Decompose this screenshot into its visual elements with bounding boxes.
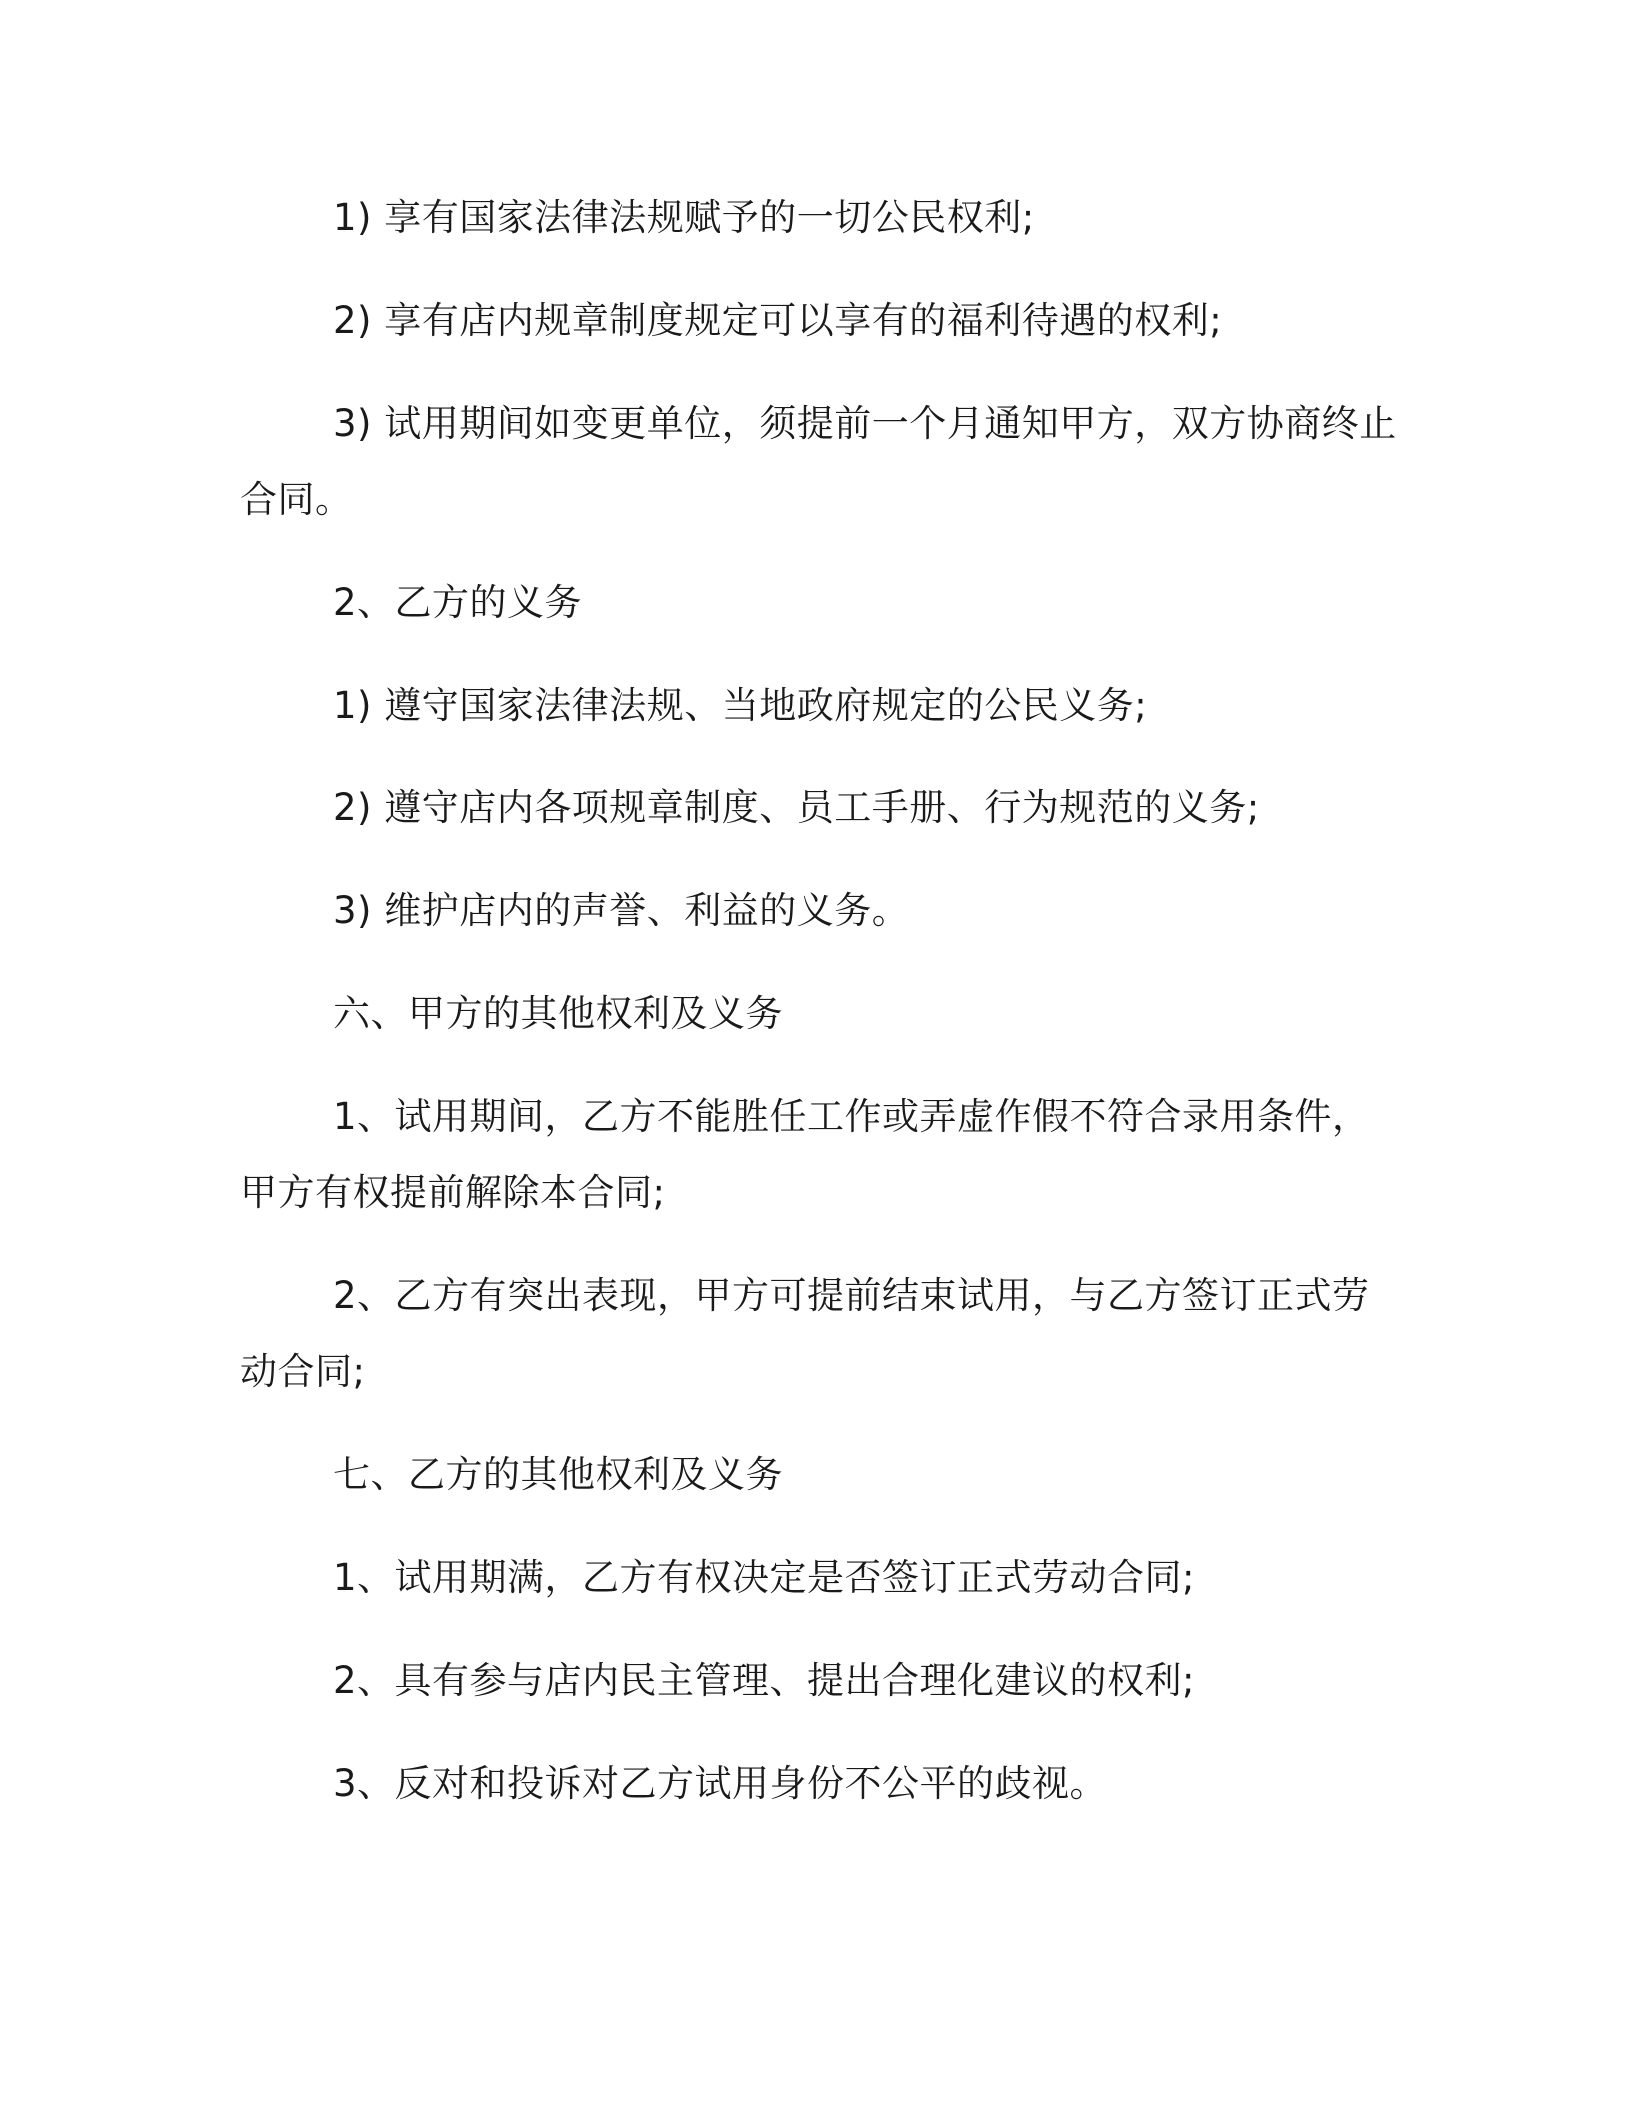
heading-party-a-other: 六、甲方的其他权利及义务 <box>333 992 783 1035</box>
paragraph-obey-rules: 2) 遵守店内各项规章制度、员工手册、行为规范的义务; <box>333 786 1260 829</box>
paragraph-protect-reputation: 3) 维护店内的声誉、利益的义务。 <box>333 889 910 932</box>
paragraph-terminate-contract-cont: 甲方有权提前解除本合同; <box>240 1171 666 1214</box>
paragraph-early-end-trial-cont: 动合同; <box>240 1350 366 1393</box>
paragraph-decide-formal-contract: 1、试用期满，乙方有权决定是否签订正式劳动合同; <box>333 1556 1196 1599</box>
heading-party-b-other: 七、乙方的其他权利及义务 <box>333 1453 783 1496</box>
paragraph-early-end-trial: 2、乙方有突出表现，甲方可提前结束试用，与乙方签订正式劳 <box>333 1274 1370 1317</box>
paragraph-oppose-discrimination: 3、反对和投诉对乙方试用身份不公平的歧视。 <box>333 1762 1108 1805</box>
paragraph-welfare-rights: 2) 享有店内规章制度规定可以享有的福利待遇的权利; <box>333 299 1223 342</box>
paragraph-terminate-contract: 1、试用期间，乙方不能胜任工作或弄虚作假不符合录用条件， <box>333 1095 1370 1138</box>
paragraph-citizen-rights: 1) 享有国家法律法规赋予的一切公民权利; <box>333 196 1035 239</box>
paragraph-change-employer: 3) 试用期间如变更单位，须提前一个月通知甲方，双方协商终止 <box>333 402 1397 445</box>
paragraph-change-employer-cont: 合同。 <box>240 478 353 521</box>
paragraph-obey-laws: 1) 遵守国家法律法规、当地政府规定的公民义务; <box>333 684 1148 727</box>
paragraph-participate-management: 2、具有参与店内民主管理、提出合理化建议的权利; <box>333 1659 1196 1702</box>
heading-party-b-obligations: 2、乙方的义务 <box>333 581 583 624</box>
